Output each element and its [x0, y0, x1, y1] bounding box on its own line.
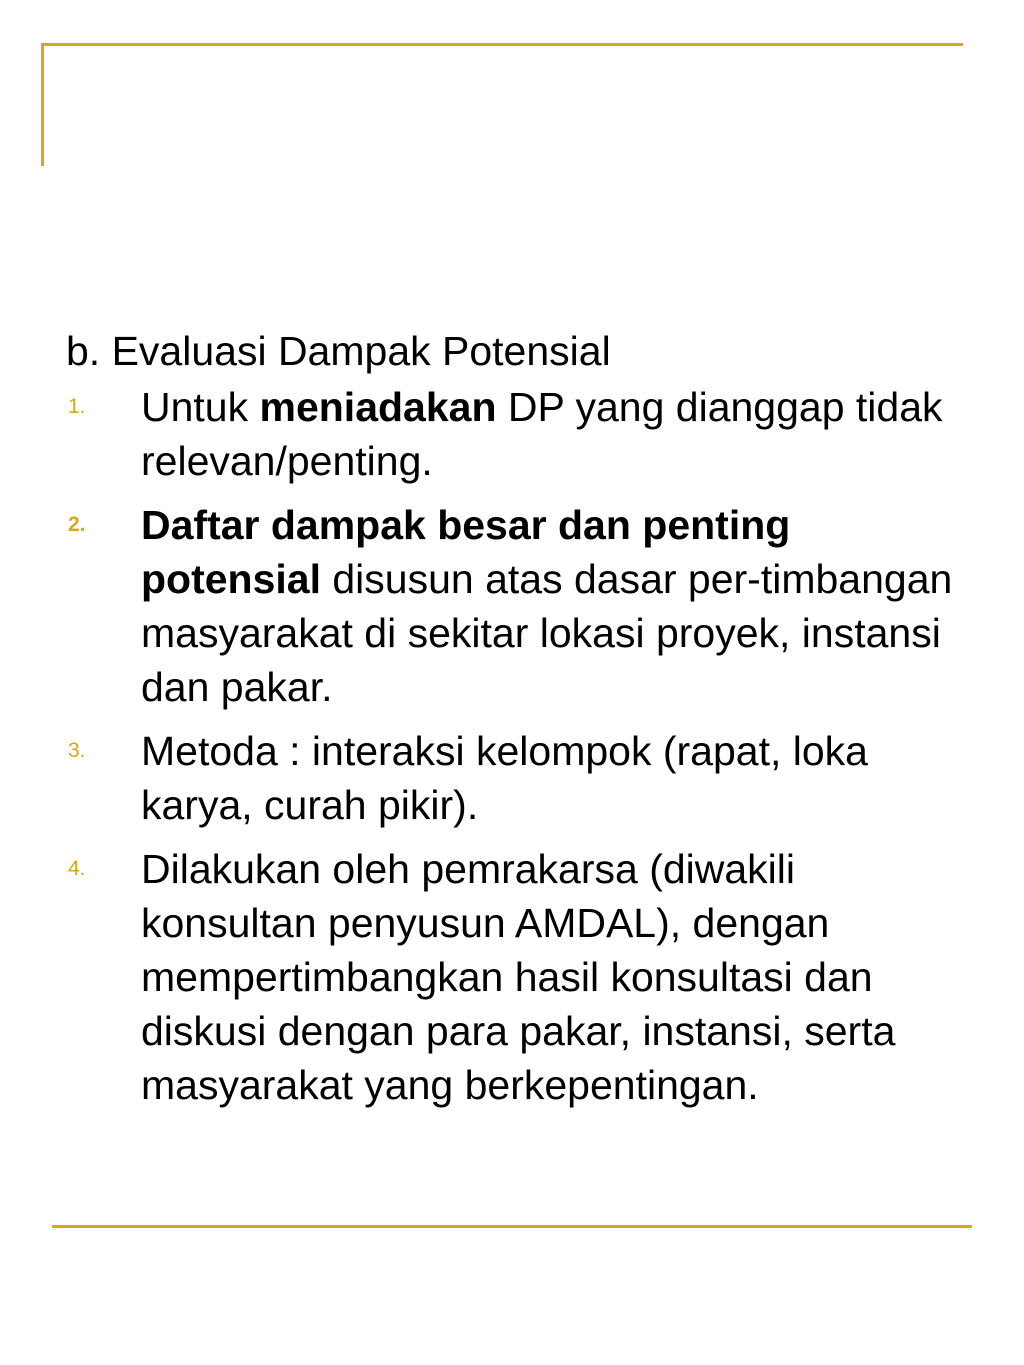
item-text: disusun atas dasar per-timbangan masyarakat di sekitar lokasi proyek, instansi dan pakar. — [141, 556, 953, 710]
list-number: 3. — [68, 739, 86, 762]
list-number: 1. — [68, 395, 86, 418]
list-number: 2. — [68, 513, 86, 536]
item-text: Untuk — [141, 384, 260, 430]
bottom-border-line — [52, 1225, 972, 1228]
numbered-list — [66, 380, 956, 1112]
item-text: Dilakukan oleh pemrakarsa (diwakili konsultan penyusun AMDAL), dengan mempertimbangkan hasil konsultasi dan diskusi dengan para pakar, instansi, serta masyarakat yang berkepentingan. — [141, 846, 896, 1108]
item-text: Metoda : interaksi kelompok (rapat, loka karya, curah pikir). — [141, 728, 868, 828]
list-item-2 — [66, 498, 956, 714]
slide-content — [66, 324, 956, 1122]
top-border-line — [41, 43, 963, 46]
item-text-bold: Daftar dampak besar dan penting potensial — [141, 502, 791, 602]
section-heading: b. Evaluasi Dampak Potensial — [66, 328, 611, 374]
item-text: DP yang dianggap tidak relevan/penting. — [141, 384, 943, 484]
item-text-bold: meniadakan — [259, 384, 497, 430]
list-item-4 — [66, 842, 956, 1112]
list-item-1 — [66, 380, 956, 488]
left-border-line — [41, 43, 44, 166]
list-item-3 — [66, 724, 956, 832]
list-number: 4. — [68, 857, 86, 880]
